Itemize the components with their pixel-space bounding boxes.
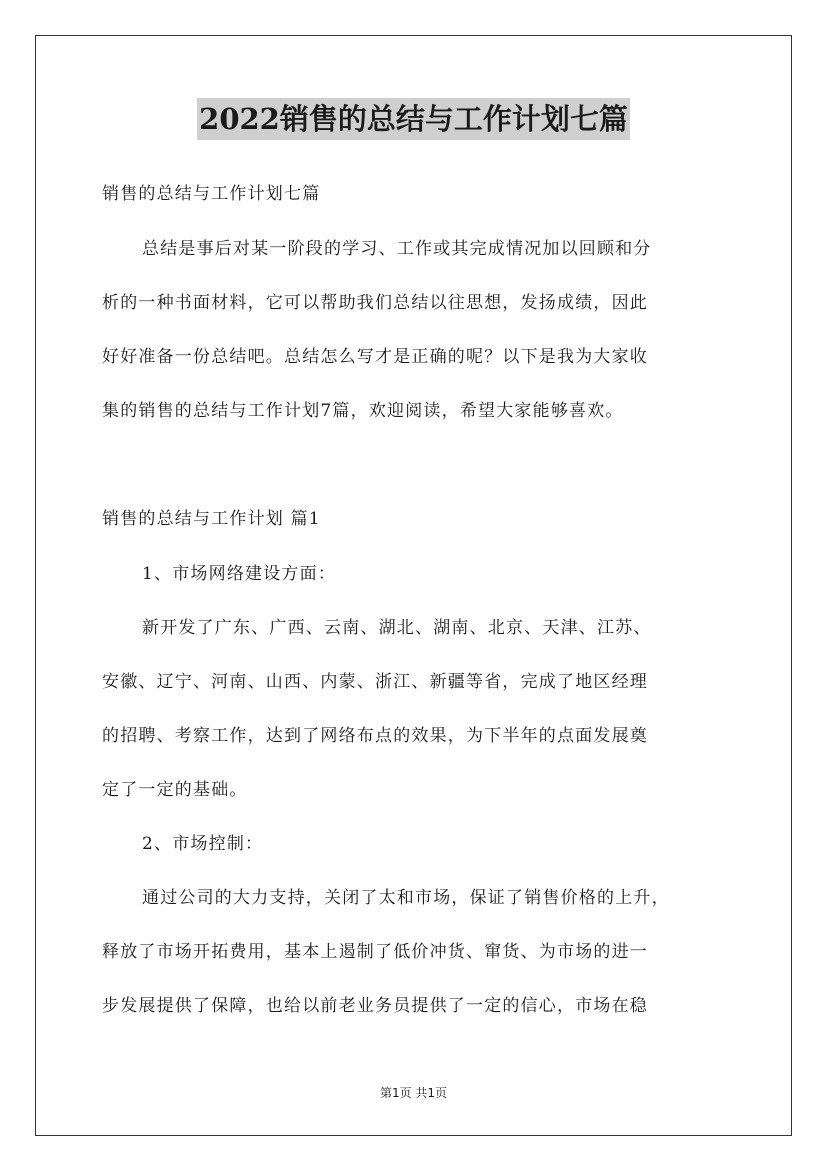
paragraph-line: 的招聘、考察工作，达到了网络布点的效果，为下半年的点面发展奠 bbox=[102, 726, 648, 746]
subsection-heading: 1、市场网络建设方面： bbox=[142, 564, 337, 584]
paragraph-line: 析的一种书面材料，它可以帮助我们总结以往思想，发扬成绩，因此 bbox=[102, 293, 648, 313]
paragraph-line: 总结是事后对某一阶段的学习、工作或其完成情况加以回顾和分 bbox=[142, 239, 652, 259]
section-heading-part1: 销售的总结与工作计划 篇1 bbox=[102, 509, 321, 529]
paragraph-line: 步发展提供了保障，也给以前老业务员提供了一定的信心，市场在稳 bbox=[102, 996, 648, 1016]
paragraph-line: 释放了市场开拓费用，基本上遏制了低价冲货、窜货、为市场的进一 bbox=[102, 942, 648, 962]
paragraph-line: 定了一定的基础。 bbox=[102, 780, 248, 800]
section-heading-main: 销售的总结与工作计划七篇 bbox=[102, 184, 321, 204]
subsection-heading: 2、市场控制： bbox=[142, 834, 264, 854]
page-footer: 第1页 共1页 bbox=[379, 1086, 448, 1100]
document-title-text: 2022销售的总结与工作计划七篇 bbox=[197, 98, 630, 140]
paragraph-line: 好好准备一份总结吧。总结怎么写才是正确的呢？以下是我为大家收 bbox=[102, 347, 648, 367]
paragraph-line: 新开发了广东、广西、云南、湖北、湖南、北京、天津、江苏、 bbox=[142, 618, 652, 638]
paragraph-line: 通过公司的大力支持，关闭了太和市场，保证了销售价格的上升， bbox=[142, 888, 670, 908]
document-title bbox=[0, 98, 827, 140]
paragraph-line: 集的销售的总结与工作计划7篇，欢迎阅读，希望大家能够喜欢。 bbox=[102, 401, 624, 421]
paragraph-line: 安徽、辽宁、河南、山西、内蒙、浙江、新疆等省，完成了地区经理 bbox=[102, 672, 648, 692]
